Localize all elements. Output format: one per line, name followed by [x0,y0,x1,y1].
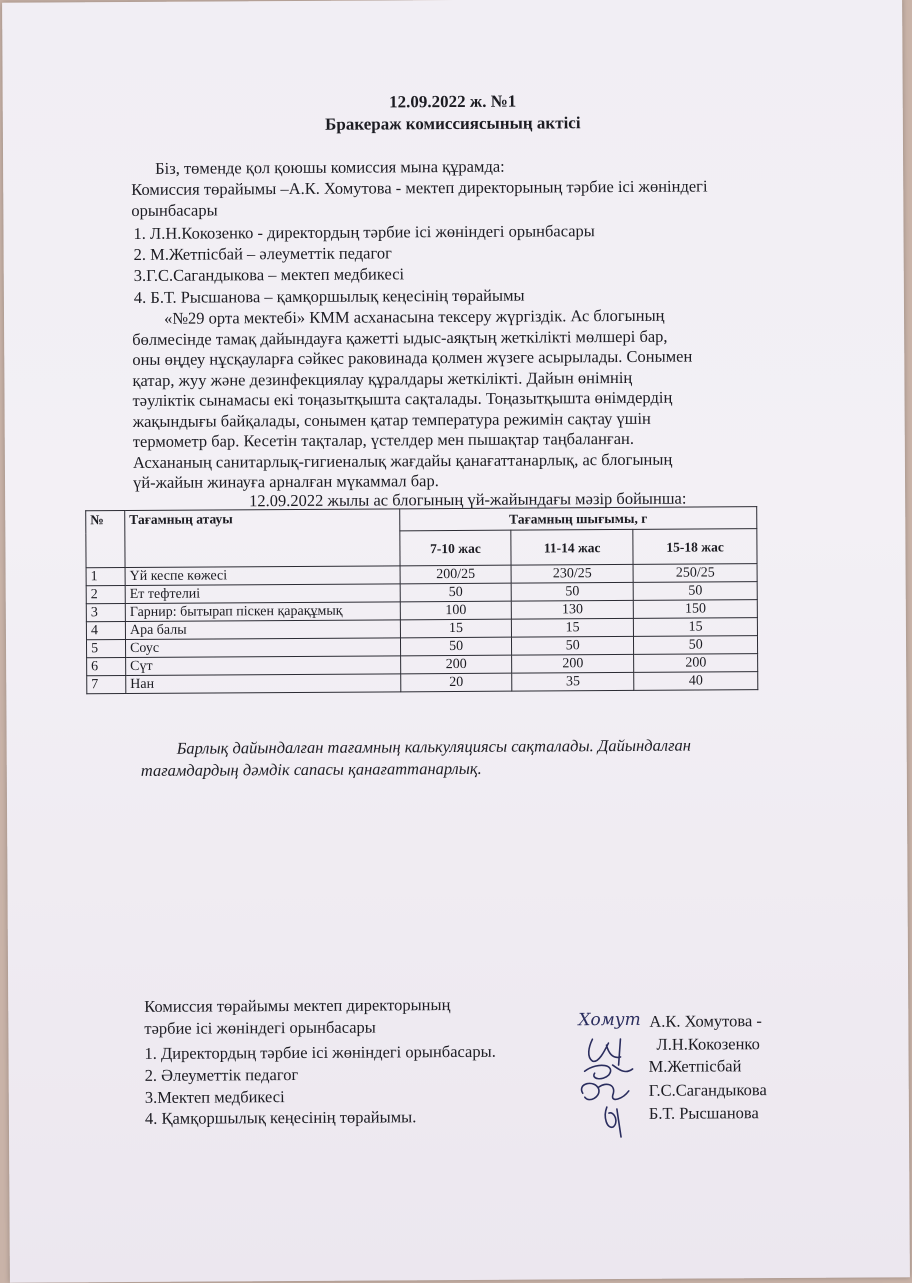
inspection-line: қатар, жуу және дезинфекциялау құралдары жеткілікті. Дайын өнімнің [132,367,633,390]
row-value: 50 [400,637,511,656]
chair-line: Комиссия төрайымы –А.К. Хомутова - мектеп директорының тәрбие ісі жөніндегі [131,176,708,199]
inspection-line: оны өңдеу нұсқауларға сәйкес раковинада қолмен жүзеге асырылады. Сонымен [132,346,693,369]
inspection-line: «№29 орта мектебі» КММ асханасына тексеру жүргіздік. Ас блогының [163,305,665,328]
row-dish-name: Сүт [126,656,401,676]
header-yield: Тағамның шығымы, г [400,507,757,531]
member-1: 1. Л.Н.Кокозенко - директордың тәрбие ісі жөніндегі орынбасары [133,221,595,243]
handwritten-chair-signature: Хомут [578,1009,641,1031]
chair-line-continuation: орынбасары [131,200,218,220]
row-number: 2 [86,586,125,604]
row-dish-name: Ет тефтелиі [125,584,400,604]
row-dish-name: Соус [125,638,400,658]
table-row [87,672,758,694]
signatory-name: А.К. Хомутова - [649,1011,762,1031]
inspection-line: Асхананың санитарлық-гигиеналық жағдайы қанағаттанарлық, ас блогының [132,449,673,472]
row-dish-name: Ара балы [125,620,400,640]
signatory-name: М.Жетпісбай [648,1056,742,1076]
signature-stroke [581,1083,628,1100]
row-value: 230/25 [511,564,633,583]
row-value: 50 [633,582,757,601]
row-value: 200 [401,655,512,674]
document-page [2,0,910,1283]
header-age-group: 7-10 жас [400,530,511,566]
document-title: Бракераж комиссиясының актісі [325,113,581,134]
signature-role: Комиссия төрайымы мектеп директорының [144,995,451,1016]
conclusion-line: тағамдардың дәмдік сапасы қанағаттанарлық. [140,758,482,780]
row-value: 50 [634,636,758,655]
inspection-line: бөлмесінде тамақ дайындауға қажетті ыдыс-аяқтың жеткілікті мөлшері бар, [132,326,668,349]
handwritten-signatures [568,999,651,1139]
row-value: 150 [634,600,758,619]
row-dish-name: Үй кеспе көжесі [125,566,400,586]
inspection-line: үй-жайын жинауға арналған мүкаммал бар. [132,471,439,492]
row-value: 15 [400,619,511,638]
header-dish-name: Тағамның атауы [125,509,400,568]
row-dish-name: Нан [126,674,401,694]
row-number: 5 [86,640,125,658]
row-value: 40 [634,672,758,691]
signature-stroke [605,1107,621,1137]
row-value: 200 [634,654,758,673]
row-dish-name: Гарнир: бытырап піскен қарақұмық [125,602,400,622]
inspection-line: термометр бар. Кесетін тақталар, үстелдер мен пышақтар таңбаланған. [132,428,635,451]
signature-role: тәрбие ісі жөніндегі орынбасары [144,1017,376,1038]
row-value: 20 [401,673,512,692]
conclusion-line: Барлық дайындалған тағамның калькуляциясы сақталады. Дайындалған [176,735,691,758]
inspection-paragraph [132,305,753,493]
signatory-name: Г.С.Сагандыкова [648,1080,767,1100]
row-value: 15 [634,618,758,637]
row-value: 250/25 [633,564,757,583]
signatory-name: Б.Т. Рысшанова [648,1103,759,1123]
signatory-name: Л.Н.Кокозенко [656,1034,760,1054]
row-value: 50 [400,583,511,602]
member-3: 3.Г.С.Сагандыкова – мектеп медбикесі [133,264,405,285]
signature-role: 4. Қамқоршылық кеңесінің төрайымы. [144,1107,417,1128]
row-value: 35 [512,672,634,691]
header-age-group: 15-18 жас [633,529,757,565]
row-number: 6 [87,658,126,676]
signature-role: 1. Директордың тәрбие ісі жөніндегі орынбасары. [144,1041,496,1063]
document-date-number: 12.09.2022 ж. №1 [389,91,517,112]
menu-caption: 12.09.2022 жылы ас блогының үй-жайындағы мәзір бойынша: [249,488,687,511]
row-value: 200/25 [400,565,511,584]
row-value: 15 [511,618,633,637]
signature-stroke [585,1065,633,1079]
row-number: 4 [86,622,125,640]
row-number: 3 [86,604,125,622]
inspection-line: жақындығы байқалады, сонымен қатар температура режимін сақтау үшін [132,408,651,431]
menu-table [85,506,758,694]
signature-stroke [589,1039,621,1065]
signature-role: 3.Мектеп медбикесі [144,1087,285,1107]
header-age-group: 11-14 жас [511,529,633,565]
row-value: 50 [512,636,634,655]
inspection-line: тәуліктік сынамасы екі тоңазытқышта сақталады. Тоңазытқышта өнімдердің [132,387,673,410]
member-2: 2. М.Жетпісбай – әлеуметтік педагог [133,243,392,264]
signature-role: 2. Әлеуметтік педагог [144,1064,299,1085]
row-value: 200 [512,654,634,673]
row-value: 50 [511,582,633,601]
member-4: 4. Б.Т. Рысшанова – қамқоршылық кеңесінің төрайымы [133,285,525,307]
row-value: 100 [400,601,511,620]
row-value: 130 [511,600,633,619]
conclusion-paragraph [141,734,761,782]
row-number: 1 [86,568,125,586]
header-number: № [86,511,125,568]
intro-line: Біз, төменде қол қоюшы комиссия мына құрамда: [155,156,505,178]
row-number: 7 [87,676,126,694]
